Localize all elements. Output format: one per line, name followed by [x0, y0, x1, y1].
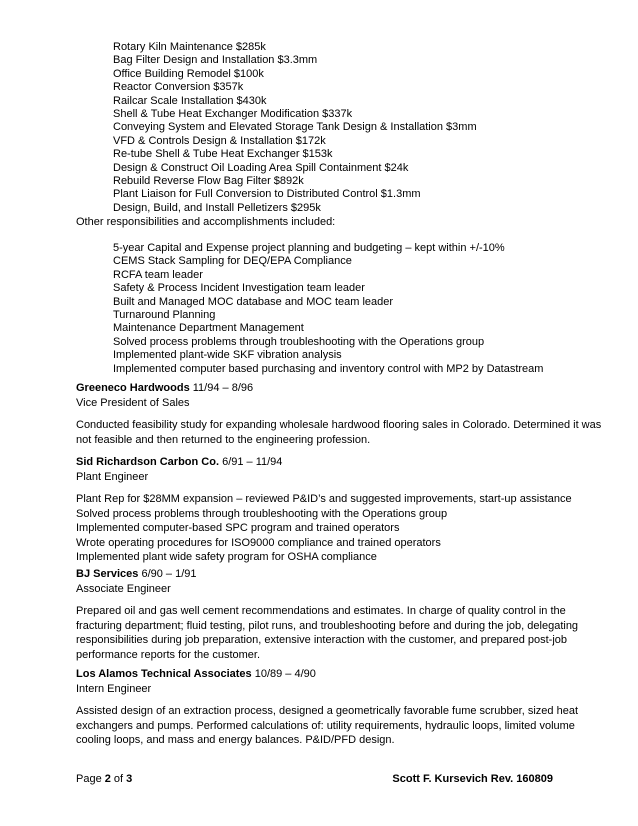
project-item: Rotary Kiln Maintenance $285k [113, 41, 266, 53]
accomplishment-item: Solved process problems through troubleshooting with the Operations group [113, 335, 485, 348]
project-item: Re-tube Shell & Tube Heat Exchanger $153k [113, 148, 333, 161]
project-item: Shell & Tube Heat Exchanger Modification $337k [113, 108, 353, 121]
project-list [113, 41, 477, 215]
description-line: Implemented plant wide safety program for OSHA compliance [76, 551, 377, 564]
job-dates: 6/91 – 11/94 [219, 456, 283, 468]
description-line: responsibilities during job preparation, extensive interaction with the customer, and prepared post-job [76, 634, 568, 647]
page-label: Page [76, 773, 105, 785]
project-item: Rebuild Reverse Flow Bag Filter $892k [113, 175, 304, 188]
project-item: Design & Construct Oil Loading Area Spill Containment $24k [113, 161, 409, 174]
project-item: VFD & Controls Design & Installation $172k [113, 134, 326, 147]
job-dates: 11/94 – 8/96 [189, 382, 254, 394]
project-item: Design, Build, and Install Pelletizers $295k [113, 201, 321, 214]
description-line: Implemented computer-based SPC program and trained operators [76, 522, 400, 535]
project-item: Railcar Scale Installation $430k [113, 94, 267, 107]
job-header-sid-richardson [76, 455, 282, 484]
project-item: Bag Filter Design and Installation $3.3mm [113, 54, 318, 67]
total-pages: 3 [126, 773, 133, 785]
job-title: Intern Engineer [76, 682, 152, 695]
project-item: Reactor Conversion $357k [113, 81, 244, 94]
accomplishment-item: 5-year Capital and Expense project planning and budgeting – kept within +/-10% [113, 242, 505, 254]
accomplishment-item: RCFA team leader [113, 268, 203, 281]
description-line: Prepared oil and gas well cement recommendations and estimates. In charge of quality control in the [76, 605, 566, 617]
company-name: BJ Services [76, 568, 139, 580]
job-dates: 10/89 – 4/90 [251, 668, 316, 680]
description-line: Conducted feasibility study for expanding wholesale hardwood flooring sales in Colorado. Determined it was [76, 419, 602, 431]
accomplishment-item: Turnaround Planning [113, 309, 216, 322]
of-label: of [110, 773, 127, 785]
description-line: Assisted design of an extraction process, designed a geometrically favorable fume scrubber, sized heat [76, 705, 578, 717]
current-page: 2 [104, 773, 111, 785]
job-dates: 6/90 – 1/91 [138, 568, 197, 580]
description-line: Plant Rep for $28MM expansion – reviewed P&ID’s and suggested improvements, start-up assistance [76, 493, 572, 505]
accomplishment-item: Implemented computer based purchasing and inventory control with MP2 by Datastream [113, 362, 544, 375]
other-responsibilities-heading: Other responsibilities and accomplishments included: [76, 216, 336, 228]
company-name: Los Alamos Technical Associates [76, 668, 252, 680]
description-line: not feasible and then returned to the engineering profession. [76, 433, 371, 446]
description-line: Solved process problems through troubleshooting with the Operations group [76, 507, 448, 520]
job-header-los-alamos [76, 667, 316, 696]
accomplishment-item: Implemented plant-wide SKF vibration analysis [113, 349, 342, 362]
job-header-bj-services [76, 567, 197, 596]
job-title: Associate Engineer [76, 582, 171, 595]
job-description-sid-richardson [76, 492, 572, 565]
project-item: Conveying System and Elevated Storage Tank Design & Installation $3mm [113, 121, 477, 134]
accomplishment-item: Built and Managed MOC database and MOC team leader [113, 295, 394, 308]
company-name: Greeneco Hardwoods [76, 382, 190, 394]
job-title: Plant Engineer [76, 470, 149, 483]
description-line: fracturing department; fluid testing, pilot runs, and troubleshooting before and during the job, delegating [76, 619, 579, 632]
project-item: Office Building Remodel $100k [113, 67, 264, 80]
description-line: cooling loops, and mass and energy balances. P&ID/PFD design. [76, 734, 395, 747]
company-name: Sid Richardson Carbon Co. [76, 456, 220, 468]
job-header-greeneco [76, 381, 253, 410]
accomplishment-item: Safety & Process Incident Investigation team leader [113, 282, 365, 295]
description-line: exchangers and pumps. Performed calculations of: utility requirements, hydraulic loops, limited volume [76, 719, 575, 732]
accomplishment-item: CEMS Stack Sampling for DEQ/EPA Compliance [113, 255, 352, 268]
other-items-list [113, 242, 543, 376]
description-line: Wrote operating procedures for ISO9000 compliance and trained operators [76, 536, 441, 549]
job-description-los-alamos [76, 704, 578, 748]
job-description-greeneco [76, 418, 602, 447]
project-item: Plant Liaison for Full Conversion to Distributed Control $1.3mm [113, 188, 421, 201]
job-description-bj-services [76, 604, 579, 662]
accomplishment-item: Maintenance Department Management [113, 322, 304, 335]
job-title: Vice President of Sales [76, 396, 190, 409]
description-line: performance reports for the customer. [76, 648, 261, 661]
page-number [76, 773, 132, 785]
footer-author-revision: Scott F. Kursevich Rev. 160809 [392, 773, 553, 785]
